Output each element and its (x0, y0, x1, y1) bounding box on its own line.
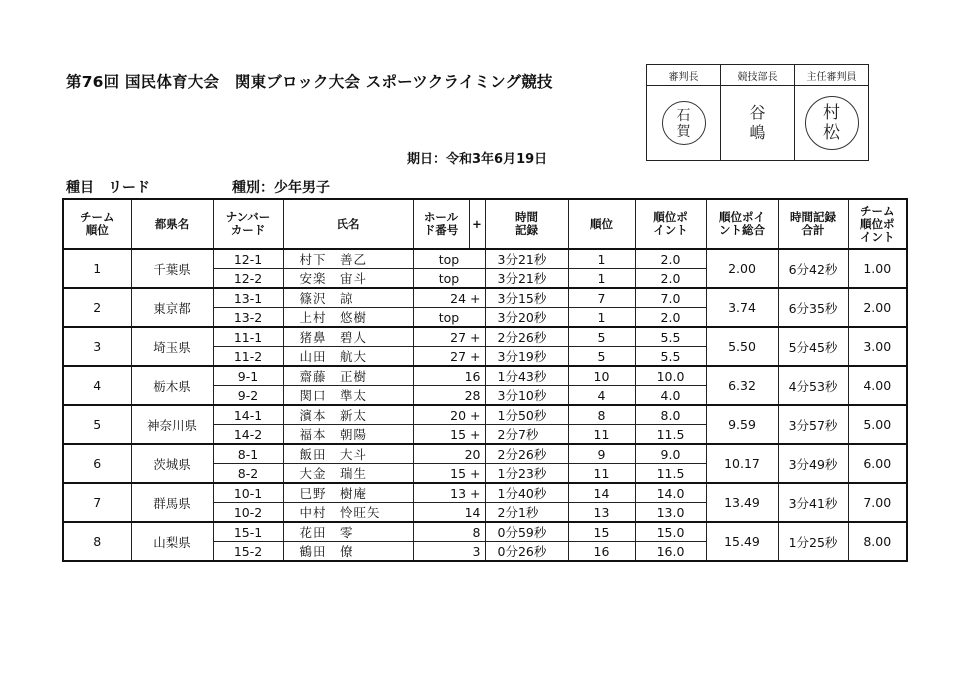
header-team-rank: チーム順位 (63, 199, 131, 249)
header-rank-points: 順位ポイント (635, 199, 706, 249)
hold-cell: 20 + (413, 405, 485, 425)
rank-points-cell: 5.5 (635, 347, 706, 367)
number-card-cell: 10-2 (213, 503, 283, 523)
rank-cell: 16 (568, 542, 635, 562)
athlete-name-cell: 飯田 大斗 (283, 444, 413, 464)
prefecture-cell: 埼玉県 (131, 327, 213, 366)
rank-points-cell: 4.0 (635, 386, 706, 406)
athlete-name-cell: 大金 瑞生 (283, 464, 413, 484)
athlete-name-cell: 関口 準太 (283, 386, 413, 406)
athlete-name-cell: 村下 善乙 (283, 249, 413, 269)
team-rank-cell: 7 (63, 483, 131, 522)
time-cell: 0分26秒 (485, 542, 568, 562)
hold-cell: 20 (413, 444, 485, 464)
team-points-cell: 1.00 (848, 249, 907, 288)
results-body (63, 249, 907, 561)
number-card-cell: 8-2 (213, 464, 283, 484)
time-cell: 0分59秒 (485, 522, 568, 542)
total-points-cell: 9.59 (706, 405, 778, 444)
table-row (63, 483, 907, 503)
table-row (63, 249, 907, 269)
prefecture-cell: 山梨県 (131, 522, 213, 561)
table-row (63, 366, 907, 386)
sig-header-competition-director: 競技部長 (721, 65, 795, 86)
rank-cell: 11 (568, 464, 635, 484)
number-card-cell: 13-1 (213, 288, 283, 308)
total-points-cell: 3.74 (706, 288, 778, 327)
number-card-cell: 12-2 (213, 269, 283, 289)
prefecture-cell: 茨城県 (131, 444, 213, 483)
hold-cell: 15 + (413, 425, 485, 445)
athlete-name-cell: 篠沢 諒 (283, 288, 413, 308)
athlete-name-cell: 巳野 樹庵 (283, 483, 413, 503)
table-row (63, 288, 907, 308)
event-type: 種目 リード (66, 180, 150, 196)
athlete-name-cell: 上村 悠樹 (283, 308, 413, 328)
rank-points-cell: 11.5 (635, 464, 706, 484)
total-time-cell: 3分41秒 (778, 483, 848, 522)
rank-cell: 1 (568, 308, 635, 328)
hold-cell: top (413, 308, 485, 328)
hold-cell: top (413, 249, 485, 269)
athlete-name-cell: 猪鼻 碧人 (283, 327, 413, 347)
rank-cell: 15 (568, 522, 635, 542)
time-cell: 2分26秒 (485, 444, 568, 464)
time-cell: 1分50秒 (485, 405, 568, 425)
team-rank-cell: 1 (63, 249, 131, 288)
total-time-cell: 1分25秒 (778, 522, 848, 561)
rank-cell: 14 (568, 483, 635, 503)
time-cell: 2分7秒 (485, 425, 568, 445)
prefecture-cell: 千葉県 (131, 249, 213, 288)
rank-points-cell: 13.0 (635, 503, 706, 523)
rank-cell: 13 (568, 503, 635, 523)
header-name: 氏名 (283, 199, 413, 249)
team-points-cell: 4.00 (848, 366, 907, 405)
hold-cell: 8 (413, 522, 485, 542)
total-time-cell: 5分45秒 (778, 327, 848, 366)
athlete-name-cell: 安楽 宙斗 (283, 269, 413, 289)
number-card-cell: 14-1 (213, 405, 283, 425)
header-hold: ホールド番号 (413, 199, 469, 249)
total-points-cell: 6.32 (706, 366, 778, 405)
total-time-cell: 6分42秒 (778, 249, 848, 288)
hold-cell: 3 (413, 542, 485, 562)
team-points-cell: 6.00 (848, 444, 907, 483)
team-rank-cell: 4 (63, 366, 131, 405)
team-rank-cell: 8 (63, 522, 131, 561)
team-points-cell: 7.00 (848, 483, 907, 522)
time-cell: 1分23秒 (485, 464, 568, 484)
hold-cell: 27 + (413, 347, 485, 367)
hold-cell: top (413, 269, 485, 289)
athlete-name-cell: 鶴田 僚 (283, 542, 413, 562)
hold-cell: 15 + (413, 464, 485, 484)
hold-cell: 28 (413, 386, 485, 406)
header-team-points: チーム順位ポイント (848, 199, 907, 249)
total-time-cell: 3分49秒 (778, 444, 848, 483)
time-cell: 3分15秒 (485, 288, 568, 308)
team-points-cell: 2.00 (848, 288, 907, 327)
number-card-cell: 13-2 (213, 308, 283, 328)
time-cell: 1分40秒 (485, 483, 568, 503)
team-points-cell: 5.00 (848, 405, 907, 444)
rank-points-cell: 2.0 (635, 249, 706, 269)
athlete-name-cell: 濱本 新太 (283, 405, 413, 425)
table-row (63, 522, 907, 542)
table-row (63, 444, 907, 464)
rank-cell: 9 (568, 444, 635, 464)
table-row (63, 327, 907, 347)
rank-cell: 11 (568, 425, 635, 445)
total-time-cell: 3分57秒 (778, 405, 848, 444)
header-total-points: 順位ポイント総合 (706, 199, 778, 249)
prefecture-cell: 東京都 (131, 288, 213, 327)
header-plus: + (469, 199, 485, 249)
rank-cell: 8 (568, 405, 635, 425)
number-card-cell: 11-2 (213, 347, 283, 367)
total-time-cell: 4分53秒 (778, 366, 848, 405)
rank-cell: 7 (568, 288, 635, 308)
hold-cell: 16 (413, 366, 485, 386)
event-date: 期日：令和3年6月19日 (407, 152, 548, 167)
header-time: 時間記録 (485, 199, 568, 249)
rank-cell: 1 (568, 269, 635, 289)
number-card-cell: 12-1 (213, 249, 283, 269)
total-points-cell: 2.00 (706, 249, 778, 288)
rank-points-cell: 2.0 (635, 269, 706, 289)
sig-cell-chief-judge (647, 86, 721, 161)
prefecture-cell: 神奈川県 (131, 405, 213, 444)
number-card-cell: 9-2 (213, 386, 283, 406)
rank-points-cell: 8.0 (635, 405, 706, 425)
number-card-cell: 15-2 (213, 542, 283, 562)
time-cell: 3分19秒 (485, 347, 568, 367)
rank-cell: 4 (568, 386, 635, 406)
rank-points-cell: 7.0 (635, 288, 706, 308)
number-card-cell: 8-1 (213, 444, 283, 464)
seal-stamp-3: 村 松 (805, 96, 859, 150)
sig-header-head-judge: 主任審判員 (795, 65, 869, 86)
rank-points-cell: 9.0 (635, 444, 706, 464)
header-total-time: 時間記録合計 (778, 199, 848, 249)
total-time-cell: 6分35秒 (778, 288, 848, 327)
seal-stamp-2: 谷 嶋 (749, 103, 766, 142)
rank-points-cell: 15.0 (635, 522, 706, 542)
hold-cell: 13 + (413, 483, 485, 503)
team-points-cell: 3.00 (848, 327, 907, 366)
rank-cell: 5 (568, 327, 635, 347)
total-points-cell: 10.17 (706, 444, 778, 483)
hold-cell: 14 (413, 503, 485, 523)
results-table (62, 198, 908, 562)
time-cell: 3分10秒 (485, 386, 568, 406)
time-cell: 3分21秒 (485, 249, 568, 269)
time-cell: 2分1秒 (485, 503, 568, 523)
total-points-cell: 13.49 (706, 483, 778, 522)
time-cell: 3分20秒 (485, 308, 568, 328)
time-cell: 2分26秒 (485, 327, 568, 347)
number-card-cell: 11-1 (213, 327, 283, 347)
table-row (63, 405, 907, 425)
prefecture-cell: 群馬県 (131, 483, 213, 522)
sig-cell-head-judge (795, 86, 869, 161)
time-cell: 3分21秒 (485, 269, 568, 289)
athlete-name-cell: 中村 怜旺矢 (283, 503, 413, 523)
athlete-name-cell: 福本 朝陽 (283, 425, 413, 445)
total-points-cell: 5.50 (706, 327, 778, 366)
hold-cell: 27 + (413, 327, 485, 347)
number-card-cell: 10-1 (213, 483, 283, 503)
number-card-cell: 9-1 (213, 366, 283, 386)
rank-points-cell: 14.0 (635, 483, 706, 503)
team-rank-cell: 2 (63, 288, 131, 327)
rank-cell: 10 (568, 366, 635, 386)
rank-points-cell: 10.0 (635, 366, 706, 386)
time-cell: 1分43秒 (485, 366, 568, 386)
header-number-card: ナンバーカード (213, 199, 283, 249)
prefecture-cell: 栃木県 (131, 366, 213, 405)
header-prefecture: 都県名 (131, 199, 213, 249)
team-rank-cell: 3 (63, 327, 131, 366)
athlete-name-cell: 花田 零 (283, 522, 413, 542)
number-card-cell: 14-2 (213, 425, 283, 445)
sig-header-chief-judge: 審判長 (647, 65, 721, 86)
document-title: 第76回 国民体育大会 関東ブロック大会 スポーツクライミング競技 (66, 73, 553, 91)
sig-cell-competition-director (721, 86, 795, 161)
seal-stamp-1: 石 賀 (662, 101, 706, 145)
athlete-name-cell: 齋藤 正樹 (283, 366, 413, 386)
hold-cell: 24 + (413, 288, 485, 308)
rank-points-cell: 16.0 (635, 542, 706, 562)
rank-points-cell: 5.5 (635, 327, 706, 347)
team-rank-cell: 6 (63, 444, 131, 483)
table-header-row (63, 199, 907, 249)
signature-box (646, 64, 869, 161)
team-rank-cell: 5 (63, 405, 131, 444)
rank-cell: 1 (568, 249, 635, 269)
event-category: 種別：少年男子 (232, 180, 330, 196)
total-points-cell: 15.49 (706, 522, 778, 561)
team-points-cell: 8.00 (848, 522, 907, 561)
rank-points-cell: 2.0 (635, 308, 706, 328)
rank-cell: 5 (568, 347, 635, 367)
athlete-name-cell: 山田 航大 (283, 347, 413, 367)
number-card-cell: 15-1 (213, 522, 283, 542)
rank-points-cell: 11.5 (635, 425, 706, 445)
header-rank: 順位 (568, 199, 635, 249)
